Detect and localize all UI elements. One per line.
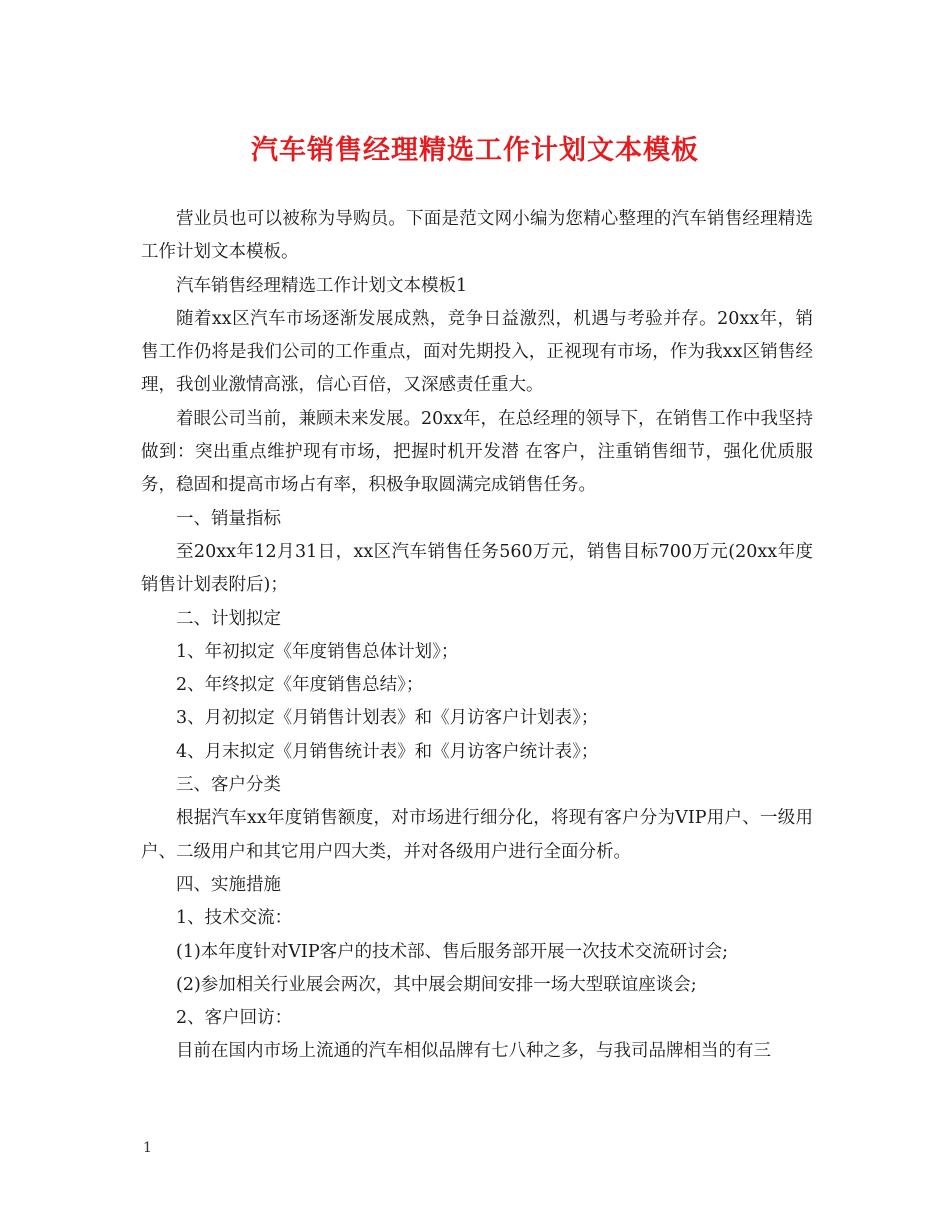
section-heading: 三、客户分类 (176, 775, 281, 796)
paragraph: 根据汽车xx年度销售额度，对市场进行细分化，将现有客户分为VIP用户、一级用户、二级用户和其它用户四大类，并对各级用户进行全面分析。 (141, 808, 813, 862)
list-item: (2)参加相关行业展会两次，其中展会期间安排一场大型联谊座谈会; (176, 974, 697, 995)
document-body (141, 203, 813, 1069)
list-item: 2、客户回访： (176, 1008, 293, 1029)
paragraph: 随着xx区汽车市场逐渐发展成熟，竞争日益激烈，机遇与考验并存。20xx年，销售工作仍将是我们公司的工作重点，面对先期投入，正视现有市场，作为我xx区销售经理，我创业激情高涨，信心百倍，又深感责任重大。 (141, 308, 813, 396)
list-item: 1、技术交流： (176, 908, 293, 929)
section-heading: 四、实施措施 (176, 874, 281, 895)
list-item: 4、月末拟定《月销售统计表》和《月访客户统计表》； (176, 741, 599, 762)
paragraph: 至20xx年12月31日，xx区汽车销售任务560万元，销售目标700万元(20xx年度销售计划表附后)； (141, 541, 813, 596)
list-item: 3、月初拟定《月销售计划表》和《月访客户计划表》； (176, 708, 599, 729)
list-item: (1)本年度针对VIP客户的技术部、售后服务部开展一次技术交流研讨会; (176, 941, 729, 962)
paragraph: 目前在国内市场上流通的汽车相似品牌有七八种之多，与我司品牌相当的有三 (176, 1041, 771, 1062)
section-heading: 汽车销售经理精选工作计划文本模板1 (176, 275, 468, 296)
paragraph: 着眼公司当前，兼顾未来发展。20xx年，在总经理的领导下，在销售工作中我坚持做到：突出重点维护现有市场，把握时机开发潜 在客户，注重销售细节，强化优质服务，稳固和提高市场占有率，积极争取圆满完成销售任务。 (141, 408, 814, 496)
list-item: 2、年终拟定《年度销售总结》； (176, 675, 424, 696)
page-number: 1 (143, 1140, 152, 1156)
section-heading: 一、销量指标 (176, 508, 281, 529)
list-item: 1、年初拟定《年度销售总体计划》； (176, 641, 459, 662)
paragraph: 营业员也可以被称为导购员。下面是范文网小编为您精心整理的汽车销售经理精选工作计划文本模板。 (141, 209, 813, 263)
section-heading: 二、计划拟定 (176, 608, 281, 629)
document-title: 汽车销售经理精选工作计划文本模板 (251, 135, 699, 166)
